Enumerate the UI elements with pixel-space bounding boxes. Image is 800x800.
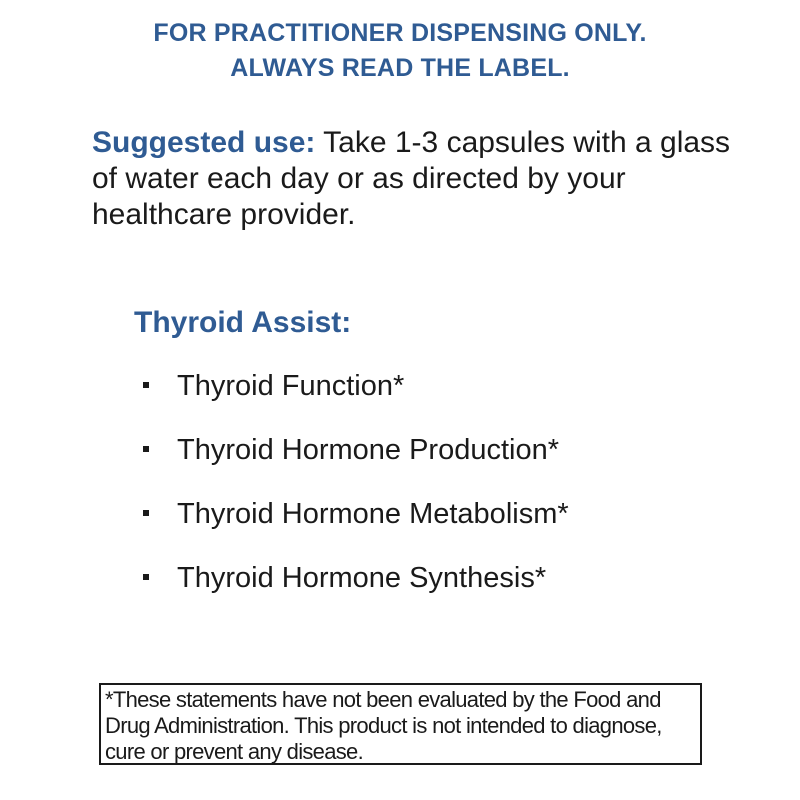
bullet-icon [143, 574, 149, 580]
bullet-icon [143, 446, 149, 452]
suggested-use-label: Suggested use: [92, 126, 316, 159]
suggested-use-text: Take 1-3 capsules with a glass of water each day or as directed by your healthcare provider. [92, 126, 731, 231]
benefit-label: Thyroid Hormone Metabolism* [177, 498, 569, 530]
suggested-use-paragraph [92, 125, 732, 233]
disclaimer-text: *These statements have not been evaluated by the Food and Drug Administration. This product is not intended to diagnose, cure or prevent any disease. [105, 687, 662, 764]
notice-line-1: FOR PRACTITIONER DISPENSING ONLY. [153, 19, 647, 47]
bullet-icon [143, 510, 149, 516]
bullet-icon [143, 382, 149, 388]
practitioner-notice [0, 16, 800, 86]
fda-disclaimer-box [99, 683, 702, 765]
benefit-label: Thyroid Hormone Synthesis* [177, 562, 547, 594]
notice-line-2: ALWAYS READ THE LABEL. [230, 54, 570, 82]
benefits-list [0, 365, 800, 621]
list-item [0, 493, 800, 557]
benefit-label: Thyroid Function* [177, 370, 405, 402]
section-title: Thyroid Assist: [134, 306, 352, 339]
list-item [0, 557, 800, 621]
list-item [0, 429, 800, 493]
list-item [0, 365, 800, 429]
benefit-label: Thyroid Hormone Production* [177, 434, 560, 466]
